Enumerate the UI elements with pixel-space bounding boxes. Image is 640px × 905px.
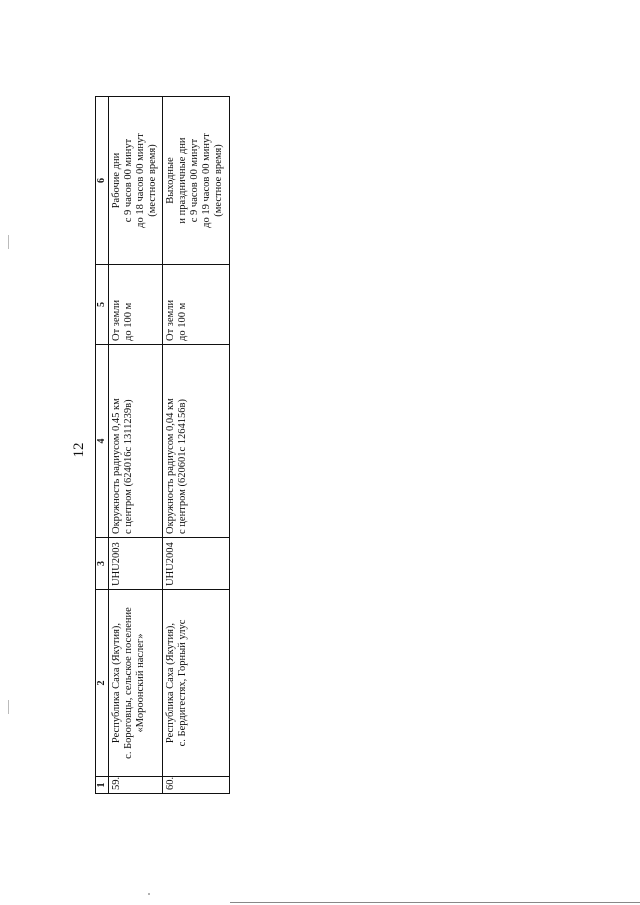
page-number: 12 xyxy=(71,442,87,458)
time-line: до 19 часов 00 минут xyxy=(201,133,213,228)
header-cell-1: 1 xyxy=(96,777,109,794)
time-cell xyxy=(163,97,230,265)
location-line: «Мороонский наслег» xyxy=(134,633,146,733)
time-line: и праздничные дни xyxy=(177,137,189,224)
header-cell-4: 4 xyxy=(96,345,109,538)
time-line: с 9 часов 00 минут xyxy=(189,138,201,223)
zone-cell xyxy=(108,345,163,538)
location-line: Республика Саха (Якутия), xyxy=(165,622,177,744)
header-cell-2: 2 xyxy=(96,590,109,777)
location-line: Республика Саха (Якутия), xyxy=(110,622,122,744)
zone-code: UHU2003 xyxy=(108,538,163,590)
height-line: От земли xyxy=(165,299,177,341)
zone-line: с центром (620601с 1264156в) xyxy=(177,399,189,534)
row-number: 59. xyxy=(108,777,163,794)
height-cell xyxy=(108,265,163,345)
time-line: с 9 часов 00 минут xyxy=(122,138,134,223)
time-line: Выходные xyxy=(165,157,177,204)
table-row xyxy=(108,97,163,794)
header-row xyxy=(96,97,109,794)
time-line: Рабочие дни xyxy=(110,152,122,209)
schedule-table xyxy=(95,96,230,794)
location-cell xyxy=(108,590,163,777)
header-cell-3: 3 xyxy=(96,538,109,590)
row-number: 60. xyxy=(163,777,230,794)
table-rotator xyxy=(95,97,230,794)
zone-cell xyxy=(163,345,230,538)
height-cell xyxy=(163,265,230,345)
zone-code: UHU2004 xyxy=(163,538,230,590)
location-line: с. Бороговцы, сельское поселение xyxy=(122,607,134,759)
time-line: (местное время) xyxy=(146,144,158,217)
location-cell xyxy=(163,590,230,777)
height-line: до 100 м xyxy=(177,302,189,341)
time-cell xyxy=(108,97,163,265)
scan-artifact xyxy=(8,700,9,714)
time-line: до 18 часов 00 минут xyxy=(134,133,146,228)
header-cell-6: 6 xyxy=(96,97,109,265)
zone-line: Окружность радиусом 0,45 км xyxy=(110,398,122,534)
page-edge-line xyxy=(230,902,640,903)
table-container xyxy=(95,97,230,794)
table-row xyxy=(163,97,230,794)
scan-artifact xyxy=(148,893,150,895)
zone-line: Окружность радиусом 0,04 км xyxy=(165,398,177,534)
height-line: От земли xyxy=(110,299,122,341)
zone-line: с центром (624016с 1311239в) xyxy=(122,399,134,534)
height-line: до 100 м xyxy=(122,302,134,341)
scan-artifact xyxy=(8,235,9,249)
location-line: с. Бердигестях, Горный улус xyxy=(177,619,189,747)
header-cell-5: 5 xyxy=(96,265,109,345)
time-line: (местное время) xyxy=(213,144,225,217)
